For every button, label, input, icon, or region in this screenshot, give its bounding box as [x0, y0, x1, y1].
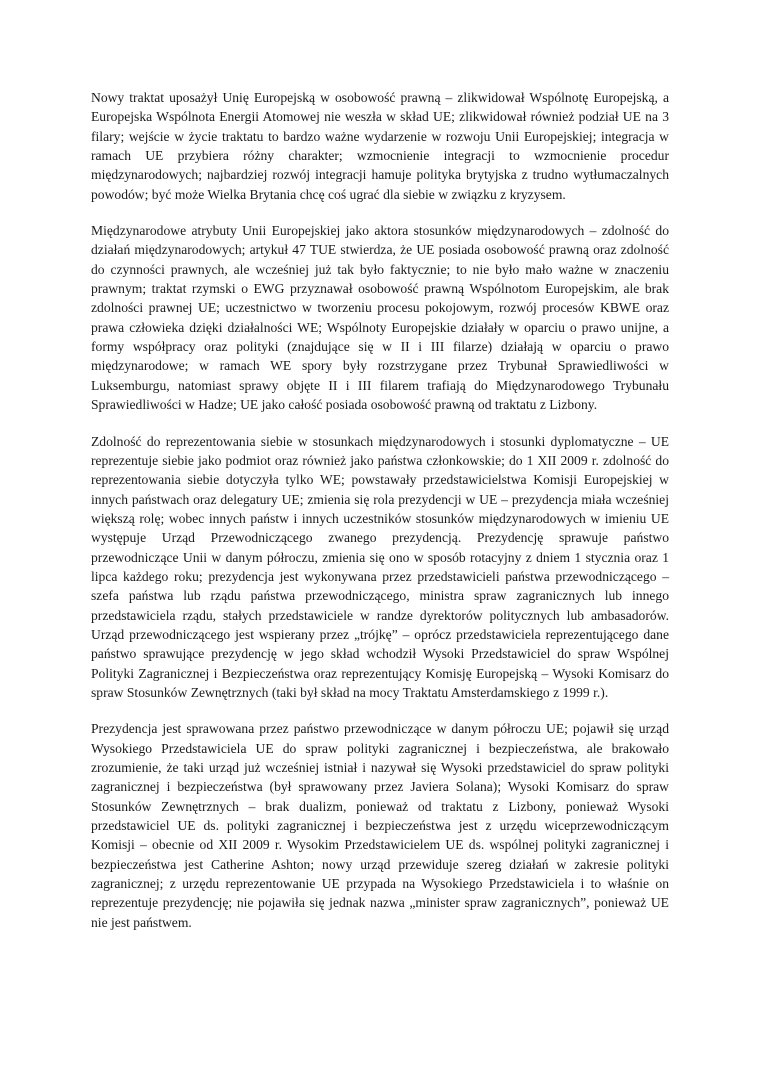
paragraph-representation-diplomacy: Zdolność do reprezentowania siebie w stosunkach międzynarodowych i stosunki dyplomatyczne – UE reprezentuje siebie jako podmiot oraz również jako państwa członkowskie; do 1 XII 2009 r. zdolność do reprezentowania siebie dotyczyła tylko WE; powstawały przedstawicielstwa Komisji Europejskiej w innych państwach oraz delegatury UE; zmienia się rola prezydencji w UE – prezydencja miała wcześniej większą rolę; wobec innych państw i innych uczestników stosunków międzynarodowych w imieniu UE występuje Urząd Przewodniczącego zwanego prezydencją. Prezydencję sprawuje państwo przewodniczące Unii w danym półroczu, zmienia się ono w sposób rotacyjny z dniem 1 stycznia oraz 1 lipca każdego roku; prezydencja jest wykonywana przez przedstawicieli państwa przewodniczącego – szefa państwa lub rządu państwa przewodniczącego, ministra spraw zagranicznych lub innego przedstawiciela rządu, stałych przedstawiciele w randze dyrektorów politycznych lub ambasadorów. Urząd przewodniczącego jest wspierany przez „trójkę” – oprócz przedstawiciela reprezentującego dane państwo sprawujące prezydencję w jego skład wchodził Wysoki Przedstawiciel do spraw Wspólnej Polityki Zagranicznej i Bezpieczeństwa oraz reprezentujący Komisję Europejską – Wysoki Komisarz do spraw Stosunków Zewnętrznych (taki był skład na mocy Traktatu Amsterdamskiego z 1999 r.).: [91, 433, 669, 700]
paragraph-presidency-high-representative: Prezydencja jest sprawowana przez państwo przewodniczące w danym półroczu UE; pojawił się urząd Wysokiego Przedstawiciela UE do spraw polityki zagranicznej i bezpieczeństwa, ale brakowało zrozumienie, że taki urząd już wcześniej istniał i nazywał się Wysoki przedstawiciel do spraw polityki zagranicznej i bezpieczeństwa (był sprawowany przez Javiera Solana); Wysoki Komisarz do spraw Stosunków Zewnętrznych – brak dualizm, ponieważ od traktatu z Lizbony, ponieważ Wysoki przedstawiciel UE ds. polityki zagranicznej i bezpieczeństwa jest z urzędu wiceprzewodniczącym Komisji – obecnie od XII 2009 r. Wysokim Przedstawicielem UE ds. wspólnej polityki zagranicznej i bezpieczeństwa jest Catherine Ashton; nowy urząd przewiduje szereg działań w zakresie polityki zagranicznej; z urzędu reprezentowanie UE przypada na Wysokiego Przedstawiciela i to właśnie on reprezentuje prezydencję; nie pojawiła się jednak nazwa „minister spraw zagranicznych”, ponieważ UE nie jest państwem.: [91, 721, 669, 930]
paragraph-international-attributes: Międzynarodowe atrybuty Unii Europejskiej jako aktora stosunków międzynarodowych – zdolność do działań międzynarodowych; artykuł 47 TUE stwierdza, że UE posiada osobowość prawną oraz zdolność do czynności prawnych, ale wcześniej już tak było faktycznie; to nie było mało ważne w znaczeniu prawnym; traktat rzymski o EWG przyznawał osobowość prawną Wspólnotom Europejskim, ale brak zdolności prawnej UE; uczestnictwo w tworzeniu procesu pokojowym, rozwój procesów KBWE oraz prawa człowieka dzięki działalności WE; Wspólnoty Europejskie działały w oparciu o prawo unijne, a formy współpracy oraz polityki (znajdujące się w II i III filarze) działają w oparciu o prawo międzynarodowe; w ramach WE spory były rozstrzygane przez Trybunał Sprawiedliwości w Luksemburgu, natomiast sprawy objęte II i III filarem trafiają do Międzynarodowego Trybunału Sprawiedliwości w Hadze; UE jako całość posiada osobowość prawną od traktatu z Lizbony.: [91, 223, 669, 413]
paragraph-treaty-legal-personality: Nowy traktat uposażył Unię Europejską w osobowość prawną – zlikwidował Wspólnotę Europejską, a Europejska Wspólnota Energii Atomowej nie weszła w skład UE; zlikwidował również podział UE na 3 filary; wejście w życie traktatu to bardzo ważne wydarzenie w rozwoju Unii Europejskiej; integracja w ramach UE przybiera różny charakter; wzmocnienie integracji to wzmocnienie procedur międzynarodowych; najbardziej rozwój integracji hamuje polityka brytyjska z trudno wytłumaczalnych powodów; być może Wielka Brytania chcę coś ugrać dla siebie w związku z kryzysem.: [91, 90, 669, 202]
document-page: [91, 88, 669, 949]
